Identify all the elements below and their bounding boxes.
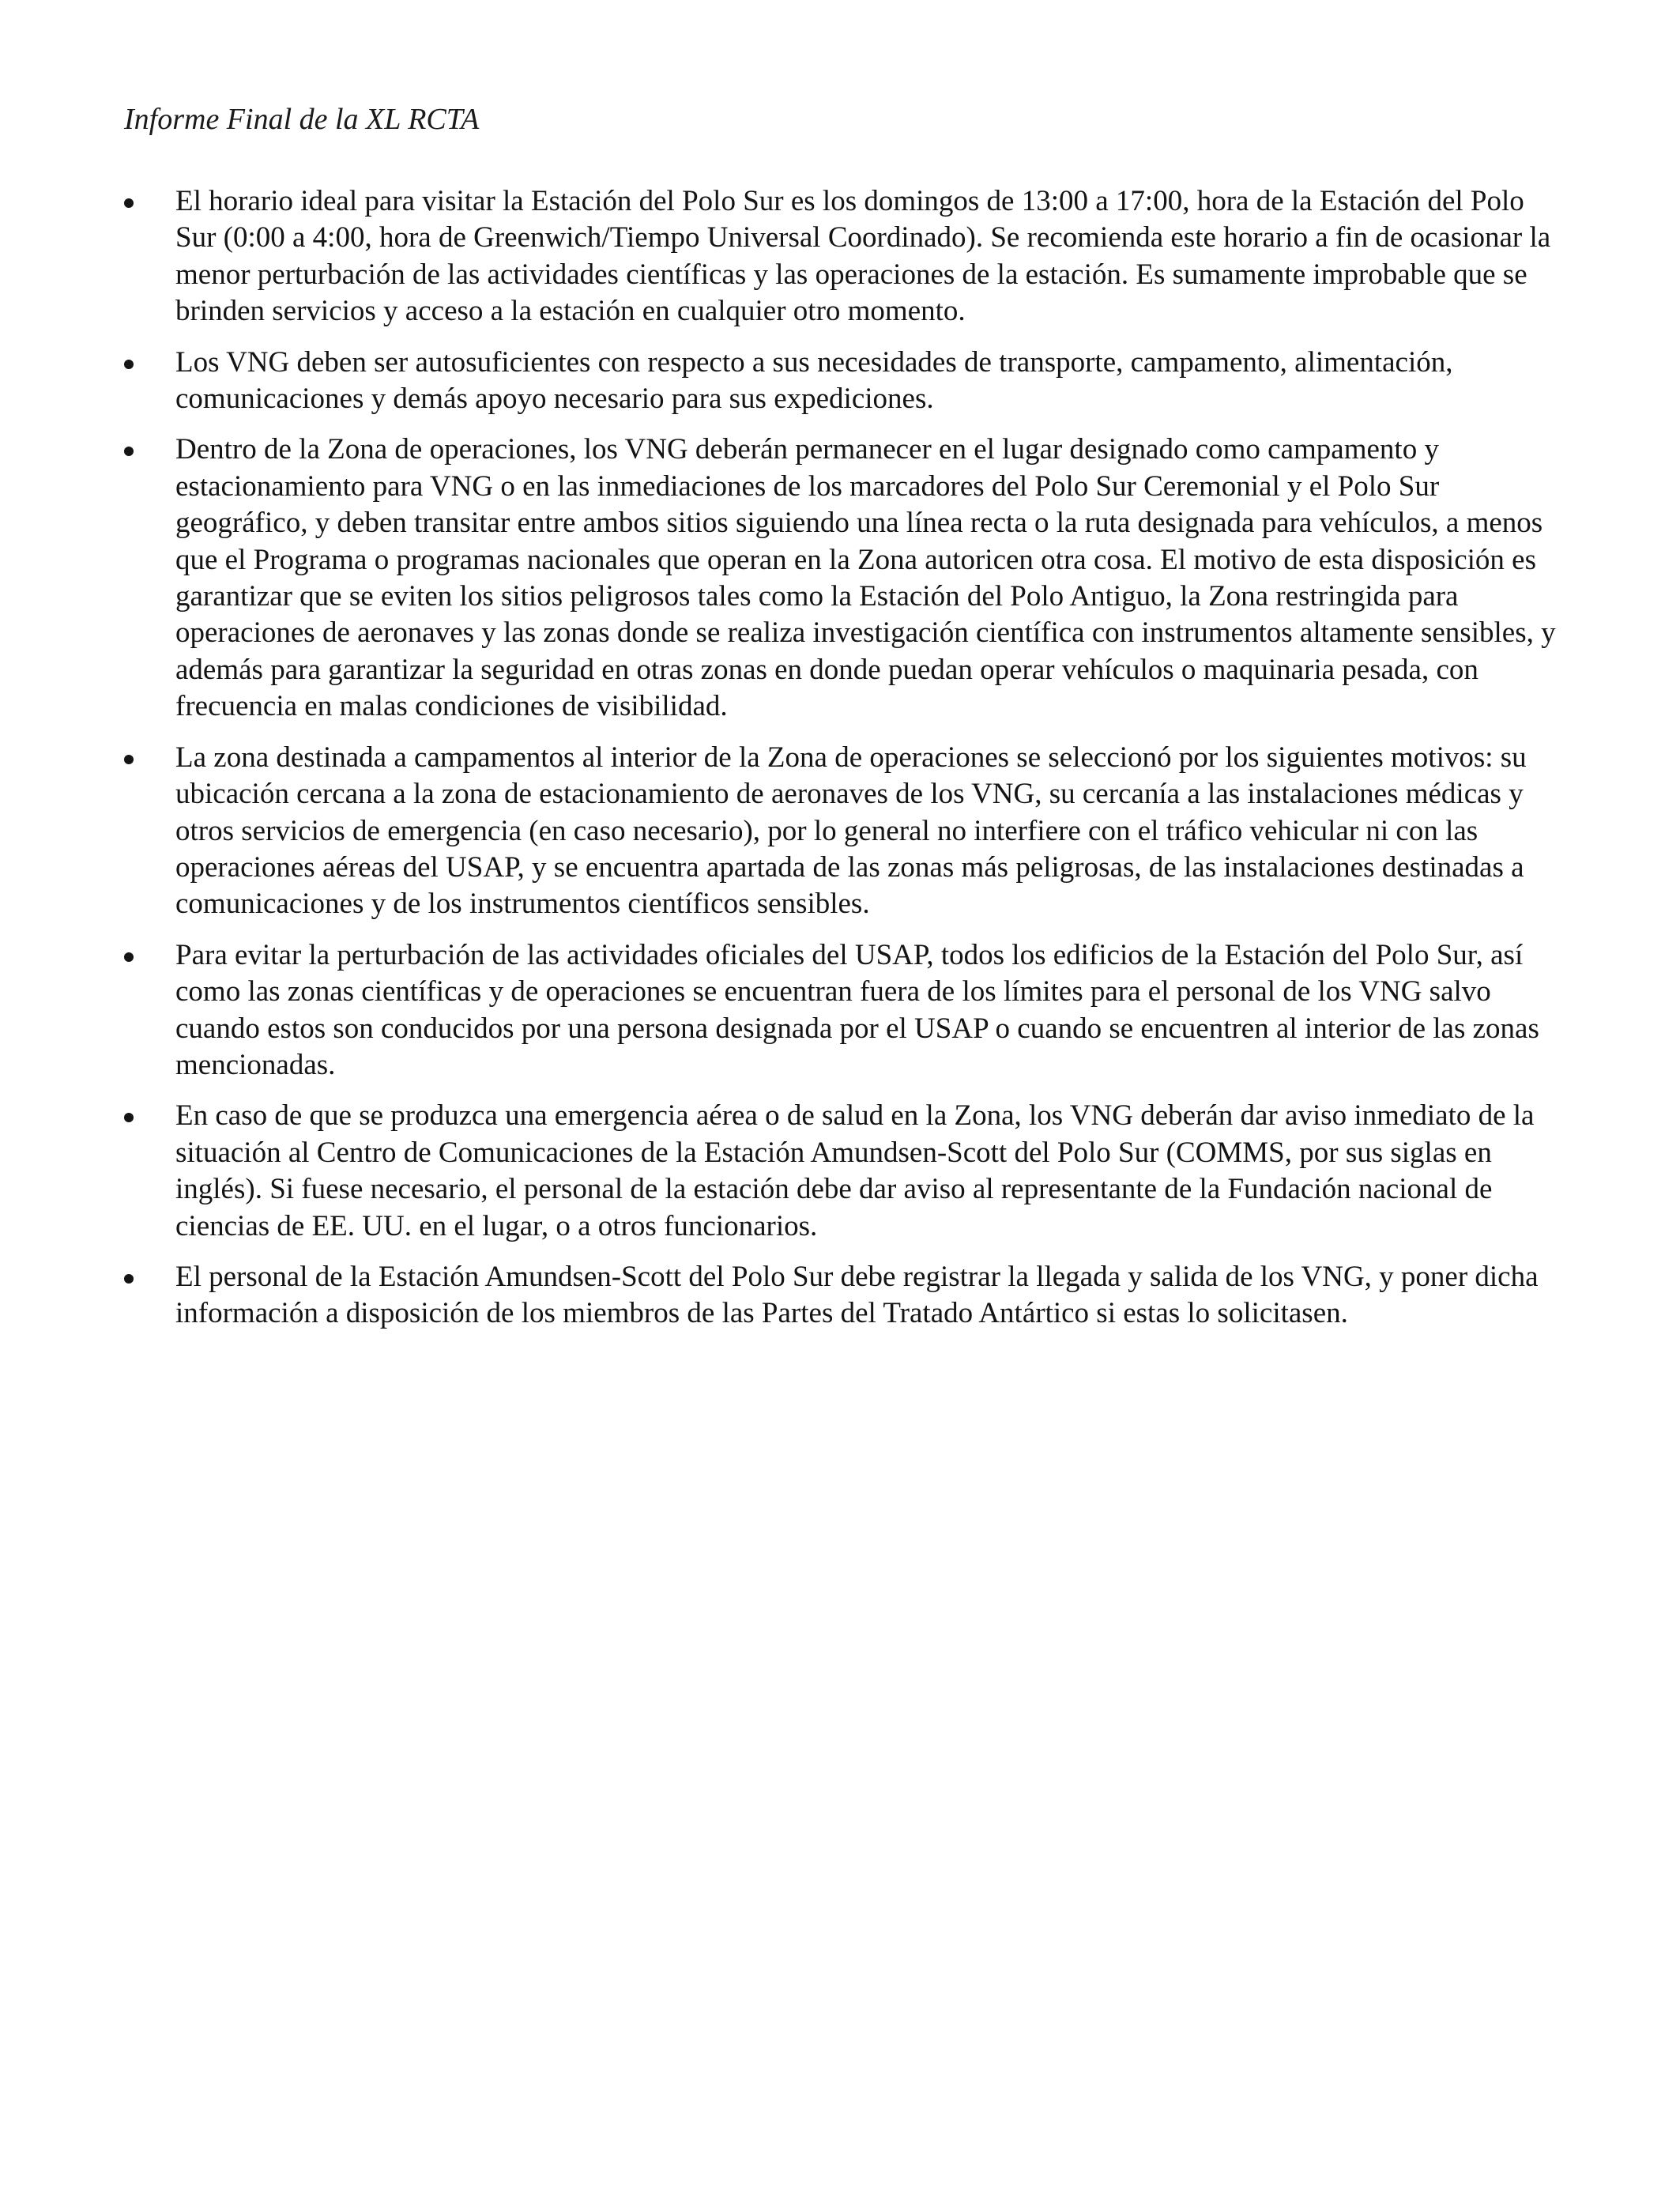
bullet-icon — [124, 1113, 134, 1122]
bullet-item — [119, 937, 1569, 1084]
bullet-text: La zona destinada a campamentos al interior de la Zona de operaciones se seleccionó por los siguientes motivos: su ubicación cercana a la zona de estacionamiento de aeronaves de los VNG, su cercanía a las instalaciones médicas y otros servicios de emergencia (en caso necesario), por lo general no interfiere con el tráfico vehicular ni con las operaciones aéreas del USAP, y se encuentra apartada de las zonas más peligrosas, de las instalaciones destinadas a comunicaciones y de los instrumentos científicos sensibles. — [175, 741, 1527, 921]
bullet-icon — [124, 198, 134, 208]
bullet-text: Para evitar la perturbación de las actividades oficiales del USAP, todos los edificios de la Estación del Polo Sur, así como las zonas científicas y de operaciones se encuentran fuera de los límites para el personal de los VNG salvo cuando estos son conducidos por una persona designada por el USAP o cuando se encuentren al interior de las zonas mencionadas. — [175, 938, 1539, 1081]
bullet-text: El personal de la Estación Amundsen-Scott del Polo Sur debe registrar la llegada y salida de los VNG, y poner dicha información a disposición de los miembros de las Partes del Tratado Antártico si estas lo solicitasen. — [175, 1260, 1539, 1330]
bullet-icon — [124, 1274, 134, 1284]
bullet-icon — [124, 952, 134, 962]
running-header: Informe Final de la XL RCTA — [124, 103, 480, 136]
bullet-text: El horario ideal para visitar la Estación del Polo Sur es los domingos de 13:00 a 17:00, hora de la Estación del Polo Sur (0:00 a 4:00, hora de Greenwich/Tiempo Universal Coordinado). Se recomienda este horario a fin de ocasionar la menor perturbación de las actividades científicas y las operaciones de la estación. Es sumamente improbable que se brinden servicios y acceso a la estación en cualquier otro momento. — [175, 185, 1551, 328]
bullet-icon — [124, 447, 134, 456]
bullet-icon — [124, 755, 134, 764]
bullet-text: Los VNG deben ser autosuficientes con respecto a sus necesidades de transporte, campamento, alimentación, comunicaciones y demás apoyo necesario para sus expediciones. — [175, 345, 1453, 416]
bullet-item — [119, 183, 1569, 330]
bullet-item — [119, 1259, 1569, 1333]
bullet-text: Dentro de la Zona de operaciones, los VNG deberán permanecer en el lugar designado como campamento y estacionamiento para VNG o en las inmediaciones de los marcadores del Polo Sur Ceremonial y el Polo Sur geográfico, y deben transitar entre ambos sitios siguiendo una línea recta o la ruta designada para vehículos, a menos que el Programa o programas nacionales que operan en la Zona autoricen otra cosa. El motivo de esta disposición es garantizar que se eviten los sitios peligrosos tales como la Estación del Polo Antiguo, la Zona restringida para operaciones de aeronaves y las zonas donde se realiza investigación científica con instrumentos altamente sensibles, y además para garantizar la seguridad en otras zonas en donde puedan operar vehículos o maquinaria pesada, con frecuencia en malas condiciones de visibilidad. — [175, 433, 1556, 723]
bullet-item — [119, 345, 1569, 418]
bullet-text: En caso de que se produzca una emergencia aérea o de salud en la Zona, los VNG deberán dar aviso inmediato de la situación al Centro de Comunicaciones de la Estación Amundsen-Scott del Polo Sur (COMMS, por sus siglas en inglés). Si fuese necesario, el personal de la estación debe dar aviso al representante de la Fundación nacional de ciencias de EE. UU. en el lugar, o a otros funcionarios. — [175, 1099, 1535, 1242]
bullet-icon — [124, 360, 134, 369]
bullet-item — [119, 740, 1569, 923]
bullet-item — [119, 1098, 1569, 1245]
bullet-list — [119, 183, 1569, 1347]
bullet-item — [119, 432, 1569, 725]
